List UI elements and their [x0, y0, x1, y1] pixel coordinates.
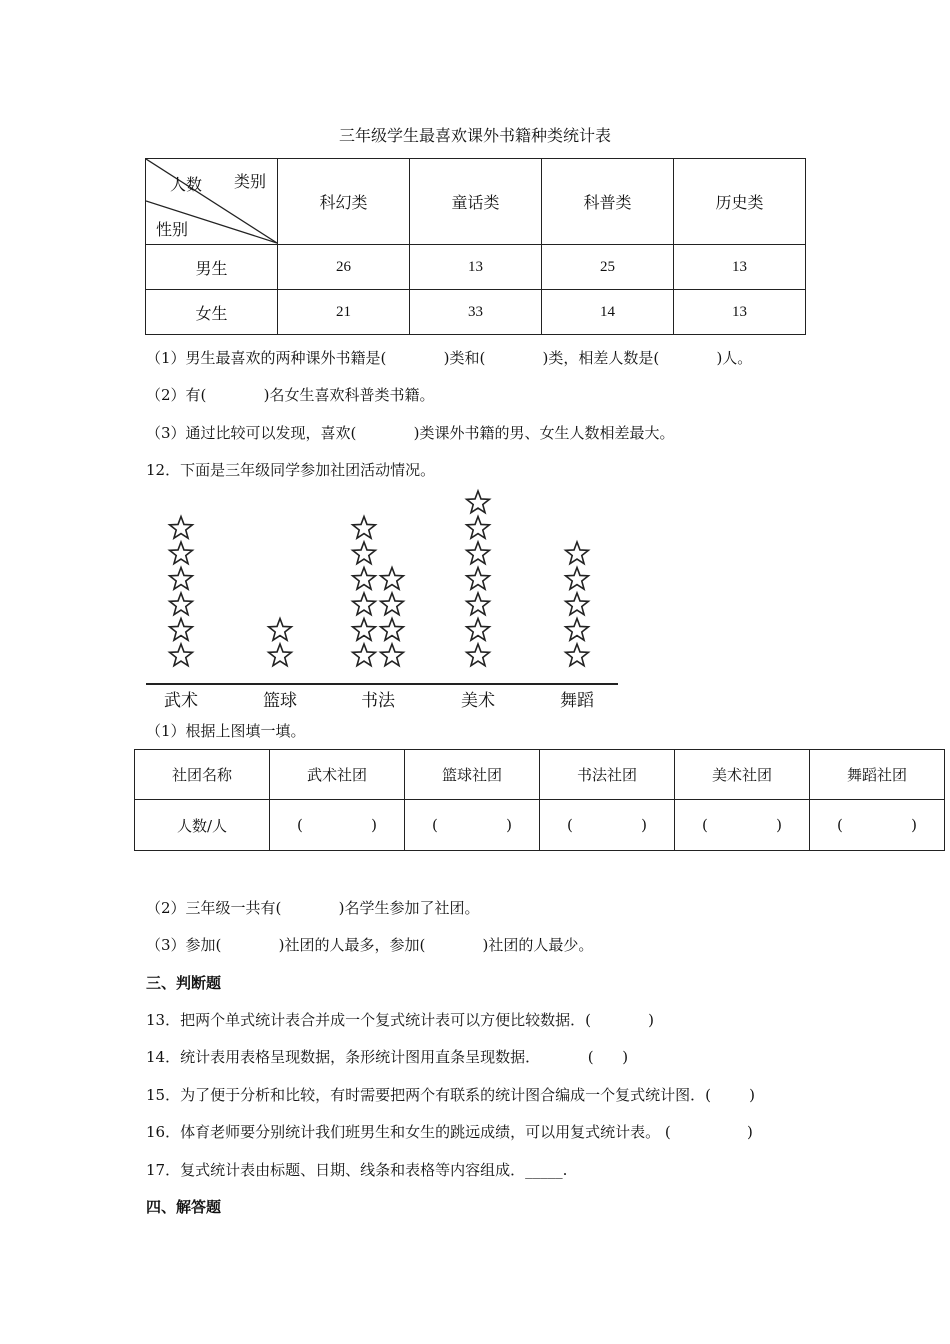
star-mark [467, 568, 490, 590]
category-label: 武术 [164, 691, 198, 711]
star-mark [170, 593, 193, 615]
star-mark [353, 517, 376, 539]
table2-header-cell: 书法社团 [540, 750, 675, 800]
table1-row-label: 女生 [146, 290, 278, 335]
book-preference-table [145, 158, 806, 335]
table1-header-cell: 童话类 [410, 159, 542, 245]
table1-header-cell: 科幻类 [278, 159, 410, 245]
star-mark [381, 593, 404, 615]
star-mark [353, 568, 376, 590]
answer-blank-cell[interactable]: ( ) [405, 800, 540, 851]
table1-cell: 26 [278, 245, 410, 290]
star-mark [269, 619, 292, 641]
club-pictograph [140, 488, 630, 718]
table1-header-cell: 科普类 [542, 159, 674, 245]
q11-question-2: （2）有( )名女生喜欢科普类书籍。 [146, 386, 435, 404]
star-mark [170, 517, 193, 539]
category-label: 篮球 [263, 691, 297, 711]
star-mark [467, 593, 490, 615]
star-mark [467, 619, 490, 641]
star-mark [381, 644, 404, 666]
star-mark [269, 644, 292, 666]
category-label: 书法 [361, 691, 395, 711]
table2-header-cell: 美术社团 [675, 750, 810, 800]
star-mark [467, 644, 490, 666]
q12-intro: 12．下面是三年级同学参加社团活动情况。 [146, 461, 436, 479]
star-mark [566, 593, 589, 615]
table2-header-cell: 舞蹈社团 [810, 750, 945, 800]
q11-question-1: （1）男生最喜欢的两种课外书籍是( )类和( )类，相差人数是( )人。 [146, 349, 753, 367]
answer-blank-cell[interactable]: ( ) [675, 800, 810, 851]
table2-header-cell: 武术社团 [270, 750, 405, 800]
star-mark [566, 619, 589, 641]
club-count-table [134, 749, 945, 851]
star-mark [467, 517, 490, 539]
corner-top-right-label: 类别 [234, 172, 267, 191]
table1-cell: 14 [542, 290, 674, 335]
category-label: 美术 [461, 691, 495, 711]
answer-blank-cell[interactable]: ( ) [270, 800, 405, 851]
star-mark [170, 568, 193, 590]
star-mark [566, 568, 589, 590]
corner-bottom-left-label: 性别 [156, 220, 189, 239]
table1-cell: 33 [410, 290, 542, 335]
answer-blank-cell[interactable]: ( ) [540, 800, 675, 851]
q12-question-2: （2）三年级一共有( )名学生参加了社团。 [146, 899, 480, 917]
table1-cell: 21 [278, 290, 410, 335]
section-4-heading: 四、解答题 [146, 1198, 222, 1216]
judge-item-16: 16．体育老师要分别统计我们班男生和女生的跳远成绩，可以用复式统计表。 ( ) [146, 1123, 753, 1141]
star-mark [467, 542, 490, 564]
star-mark [566, 542, 589, 564]
table1-corner-cell [146, 159, 278, 245]
star-mark [467, 491, 490, 513]
star-mark [170, 542, 193, 564]
star-mark [566, 644, 589, 666]
section-3-heading: 三、判断题 [146, 974, 222, 992]
table1-row [146, 290, 806, 335]
table1-title: 三年级学生最喜欢课外书籍种类统计表 [338, 126, 611, 145]
table1-cell: 25 [542, 245, 674, 290]
star-mark [353, 619, 376, 641]
table2-row-label: 人数/人 [135, 800, 270, 851]
judge-item-17: 17．复式统计表由标题、日期、线条和表格等内容组成．_____. [146, 1161, 568, 1179]
star-mark [353, 644, 376, 666]
judge-item-15: 15．为了便于分析和比较，有时需要把两个有联系的统计图合编成一个复式统计图．( ) [146, 1086, 755, 1104]
table1-row [146, 245, 806, 290]
judge-item-14: 14．统计表用表格呈现数据，条形统计图用直条呈现数据． ( ) [146, 1048, 629, 1066]
table2-header-cell: 社团名称 [135, 750, 270, 800]
star-mark [170, 619, 193, 641]
corner-middle-label: 人数 [170, 175, 203, 194]
q12-question-3: （3）参加( )社团的人最多，参加( )社团的人最少。 [146, 936, 594, 954]
star-mark [381, 568, 404, 590]
star-mark [381, 619, 404, 641]
table1-cell: 13 [674, 245, 806, 290]
table2-header-cell: 篮球社团 [405, 750, 540, 800]
judge-item-13: 13．把两个单式统计表合并成一个复式统计表可以方便比较数据．( ) [146, 1011, 655, 1029]
category-label: 舞蹈 [560, 691, 594, 711]
table1-row-label: 男生 [146, 245, 278, 290]
answer-blank-cell[interactable]: ( ) [810, 800, 945, 851]
q11-question-3: （3）通过比较可以发现，喜欢( )类课外书籍的男、女生人数相差最大。 [146, 424, 675, 442]
table1-header-cell: 历史类 [674, 159, 806, 245]
table1-cell: 13 [674, 290, 806, 335]
table1-cell: 13 [410, 245, 542, 290]
star-mark [353, 542, 376, 564]
star-mark [353, 593, 376, 615]
q12-fill-prompt: （1）根据上图填一填。 [146, 722, 306, 740]
star-mark [170, 644, 193, 666]
